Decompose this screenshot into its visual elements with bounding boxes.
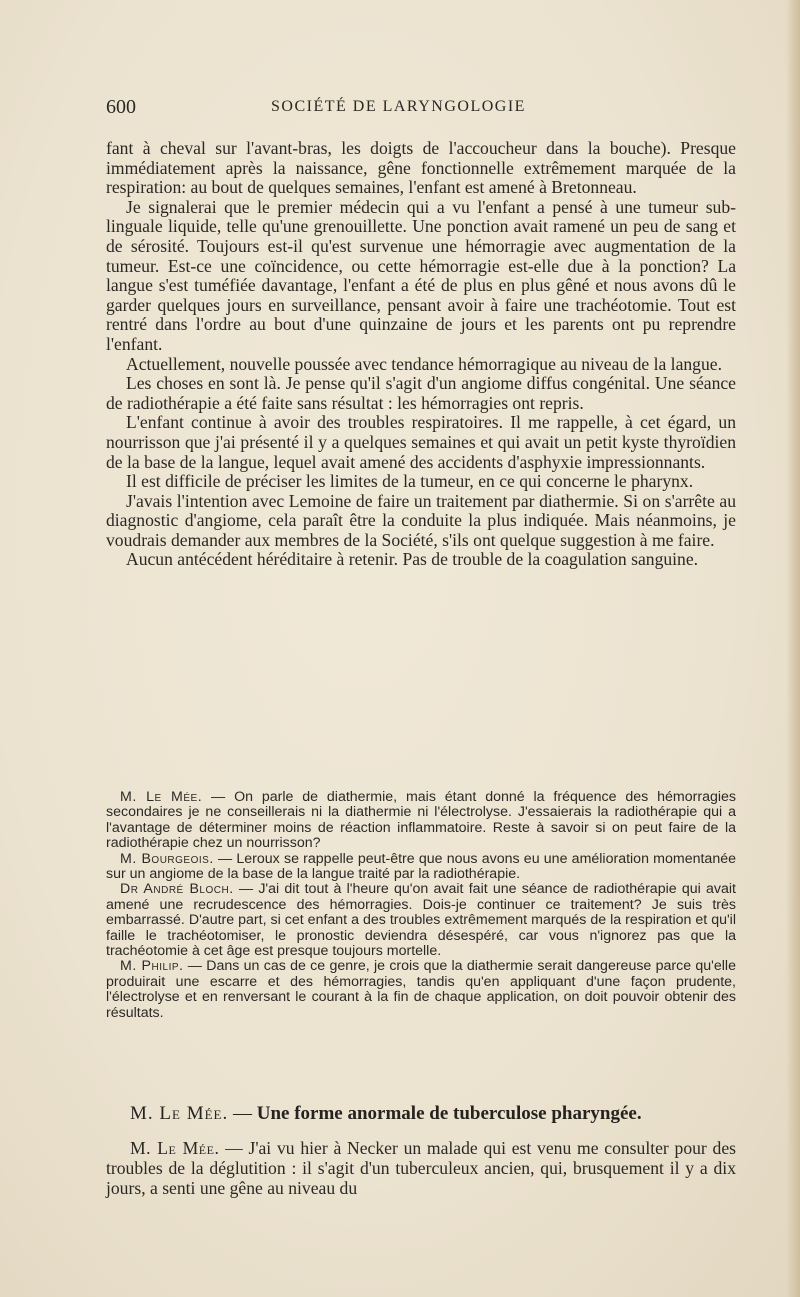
section-title-text: Une forme anormale de tuberculose pharyngée. — [256, 1103, 642, 1124]
closing-body: — J'ai vu hier à Necker un malade qui est venu me consulter pour des troubles de la déglutition : il s'agit d'un tuberculeux ancien, qui, brusquement il y a dix jours, a senti une gêne au niveau du — [106, 1138, 736, 1198]
discussion-text: — Leroux se rappelle peut-être que nous avons eu une amélioration momentanée sur un angiome de la base de la langue traité par la radiothérapie. — [106, 850, 736, 883]
closing-speaker: M. Le Mée. — [130, 1138, 220, 1158]
case-report-text — [106, 139, 736, 570]
discussion-text: — Dans un cas de ce genre, je crois que la diathermie serait dangereuse parce qu'elle produirait une escarre et des hémorragies, tandis qu'en appliquant d'une façon prudente, l'électrolyse et en renversant le courant à la fin de chaque application, on doit pouvoir obtenir des résultats. — [106, 958, 736, 1021]
speaker-name: Dr André Bloch. — [120, 881, 234, 898]
discussion-entry — [106, 959, 736, 1021]
page-number: 600 — [106, 96, 136, 118]
body-paragraph: Actuellement, nouvelle poussée avec tendance hémorragique au niveau de la langue. — [126, 353, 722, 374]
body-paragraph: Il est difficile de préciser les limites de la tumeur, en ce qui concerne le pharynx. — [126, 471, 694, 492]
discussion-text: — J'ai dit tout à l'heure qu'on avait fait une séance de radiothérapie qui avait amené une recrudescence des hémorragies. Dois-je continuer ce traitement? Je suis très embarrassé. D'autre part, si cet enfant a des troubles extrêmement marqués de la respiration et qu'il faille le trachéotomiser, le pronostic deviendra désespéré, car vous n'ignorez pas que la trachéotomie à cet âge est presque toujours mortelle. — [106, 881, 736, 960]
body-paragraph: Aucun antécédent héréditaire à retenir. Pas de trouble de la coagulation sanguine. — [126, 549, 699, 570]
speaker-name: M. Bourgeois. — [120, 850, 214, 867]
section-dash: — — [228, 1103, 257, 1124]
closing-text — [106, 1138, 736, 1198]
body-paragraph: J'avais l'intention avec Lemoine de faire un traitement par diathermie. Si on s'arrête au diagnostic d'angiome, cela paraît être la conduite la plus indiquée. Mais néanmoins, je voudrais demander aux membres de la Société, s'ils ont quelque suggestion à me faire. — [106, 490, 736, 550]
body-paragraph: fant à cheval sur l'avant-bras, les doigts de l'accoucheur dans la bouche). Presque immédiatement après la naissance, gêne fonctionnelle extrêmement marquée de la respiration: au bout de quelques semaines, l'enfant est amené à Bretonneau. — [106, 138, 736, 198]
section-heading — [130, 1103, 750, 1125]
closing-paragraph — [106, 1138, 736, 1198]
discussion-section — [106, 790, 736, 1021]
running-title: SOCIÉTÉ DE LARYNGOLOGIE — [271, 98, 526, 115]
page-header — [106, 96, 736, 120]
discussion-entry — [106, 852, 736, 883]
page-edge-shadow — [786, 0, 800, 1297]
discussion-entry — [106, 882, 736, 959]
speaker-name: M. Le Mée. — [120, 789, 203, 805]
discussion-text: — On parle de diathermie, mais étant donné la fréquence des hémorragies secondaires je ne conseillerais ni la diathermie ni l'électrolyse. J'essaierais la radiothérapie qui a l'avantage de déterminer moins de réaction inflammatoire. Reste à savoir si on peut faire de la radiothérapie chez un nourrisson? — [106, 789, 736, 852]
body-paragraph: Les choses en sont là. Je pense qu'il s'agit d'un angiome diffus congénital. Une séance de radiothérapie a été faite sans résultat : les hémorragies ont repris. — [106, 373, 736, 413]
speaker-name: M. Philip. — [120, 958, 184, 975]
discussion-entry — [106, 790, 736, 852]
body-paragraph: L'enfant continue à avoir des troubles respiratoires. Il me rappelle, à cet égard, un nourrisson que j'ai présenté il y a quelques semaines et qui avait un petit kyste thyroïdien de la base de la langue, lequel avait amené des accidents d'asphyxie impressionnants. — [106, 412, 736, 472]
body-paragraph: Je signalerai que le premier médecin qui a vu l'enfant a pensé à une tumeur sub-linguale liquide, telle qu'une grenouillette. Une ponction avait ramené un peu de sang et de sérosité. Toujours est-il qu'est survenue une hémorragie avec augmentation de la tumeur. Est-ce une coïncidence, ou cette hémorragie est-elle due à la ponction? La langue s'est tuméfiée davantage, l'enfant a été de plus en plus gêné et nous avons dû le garder quelques jours en surveillance, pensant avoir à faire une trachéotomie. Tout est rentré dans l'ordre au bout d'une quinzaine de jours et les parents ont pu reprendre l'enfant. — [106, 196, 736, 354]
section-speaker: M. Le Mée. — [130, 1103, 229, 1124]
